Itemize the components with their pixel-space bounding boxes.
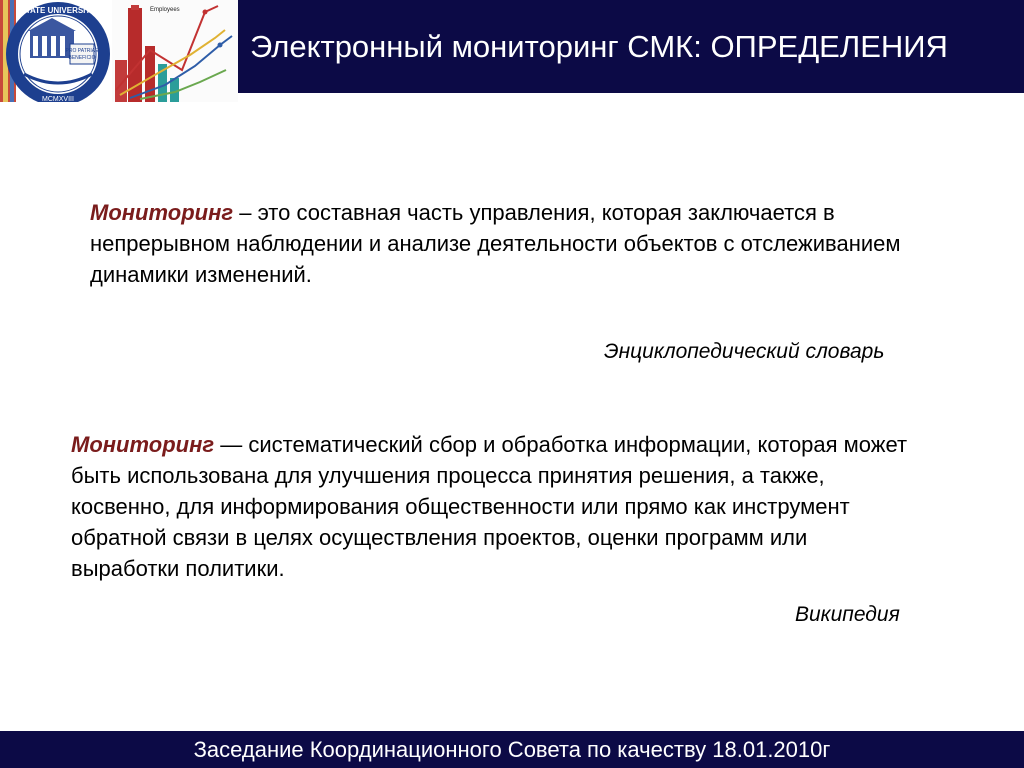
page-title: Электронный мониторинг СМК: ОПРЕДЕЛЕНИЯ [250, 28, 948, 64]
definition-term: Мониторинг [71, 432, 215, 457]
definition-source: Энциклопедический словарь [604, 340, 885, 363]
university-logo-graphic [0, 0, 238, 102]
footer-text: Заседание Координационного Совета по качеству 18.01.2010г [193, 736, 831, 762]
footer-bar [0, 731, 1024, 768]
title-bar [238, 0, 1024, 93]
definition-text: — систематический сбор и обработка информации, которая может быть использована для улучшения процесса принятия решения, а также, косвенно, для информирования общественности или прямо как инструмент обратной связи в целях осуществления проектов, оценки программ или выработки политики. [71, 432, 908, 581]
definition-block-2 [71, 429, 911, 584]
definition-term: Мониторинг [90, 200, 234, 225]
seal-motto-line2: BENEFICIO [68, 55, 96, 61]
seal-motto-line1: PRO PATRIAE [65, 48, 99, 54]
chart-decoration-icon [112, 0, 238, 102]
definition-source: Википедия [795, 603, 900, 626]
definition-block-1 [90, 197, 950, 290]
university-seal [6, 2, 110, 102]
seal-year: MCMXVIII [42, 96, 74, 102]
definition-text: – это составная часть управления, которая заключается в непрерывном наблюдении и анализе деятельности объектов с отслеживанием динамики изменений. [90, 200, 901, 287]
header-logo-area [0, 0, 238, 102]
seal-ring-text: STATE UNIVERSITY [20, 6, 96, 15]
chart-label: Employees [150, 7, 180, 13]
